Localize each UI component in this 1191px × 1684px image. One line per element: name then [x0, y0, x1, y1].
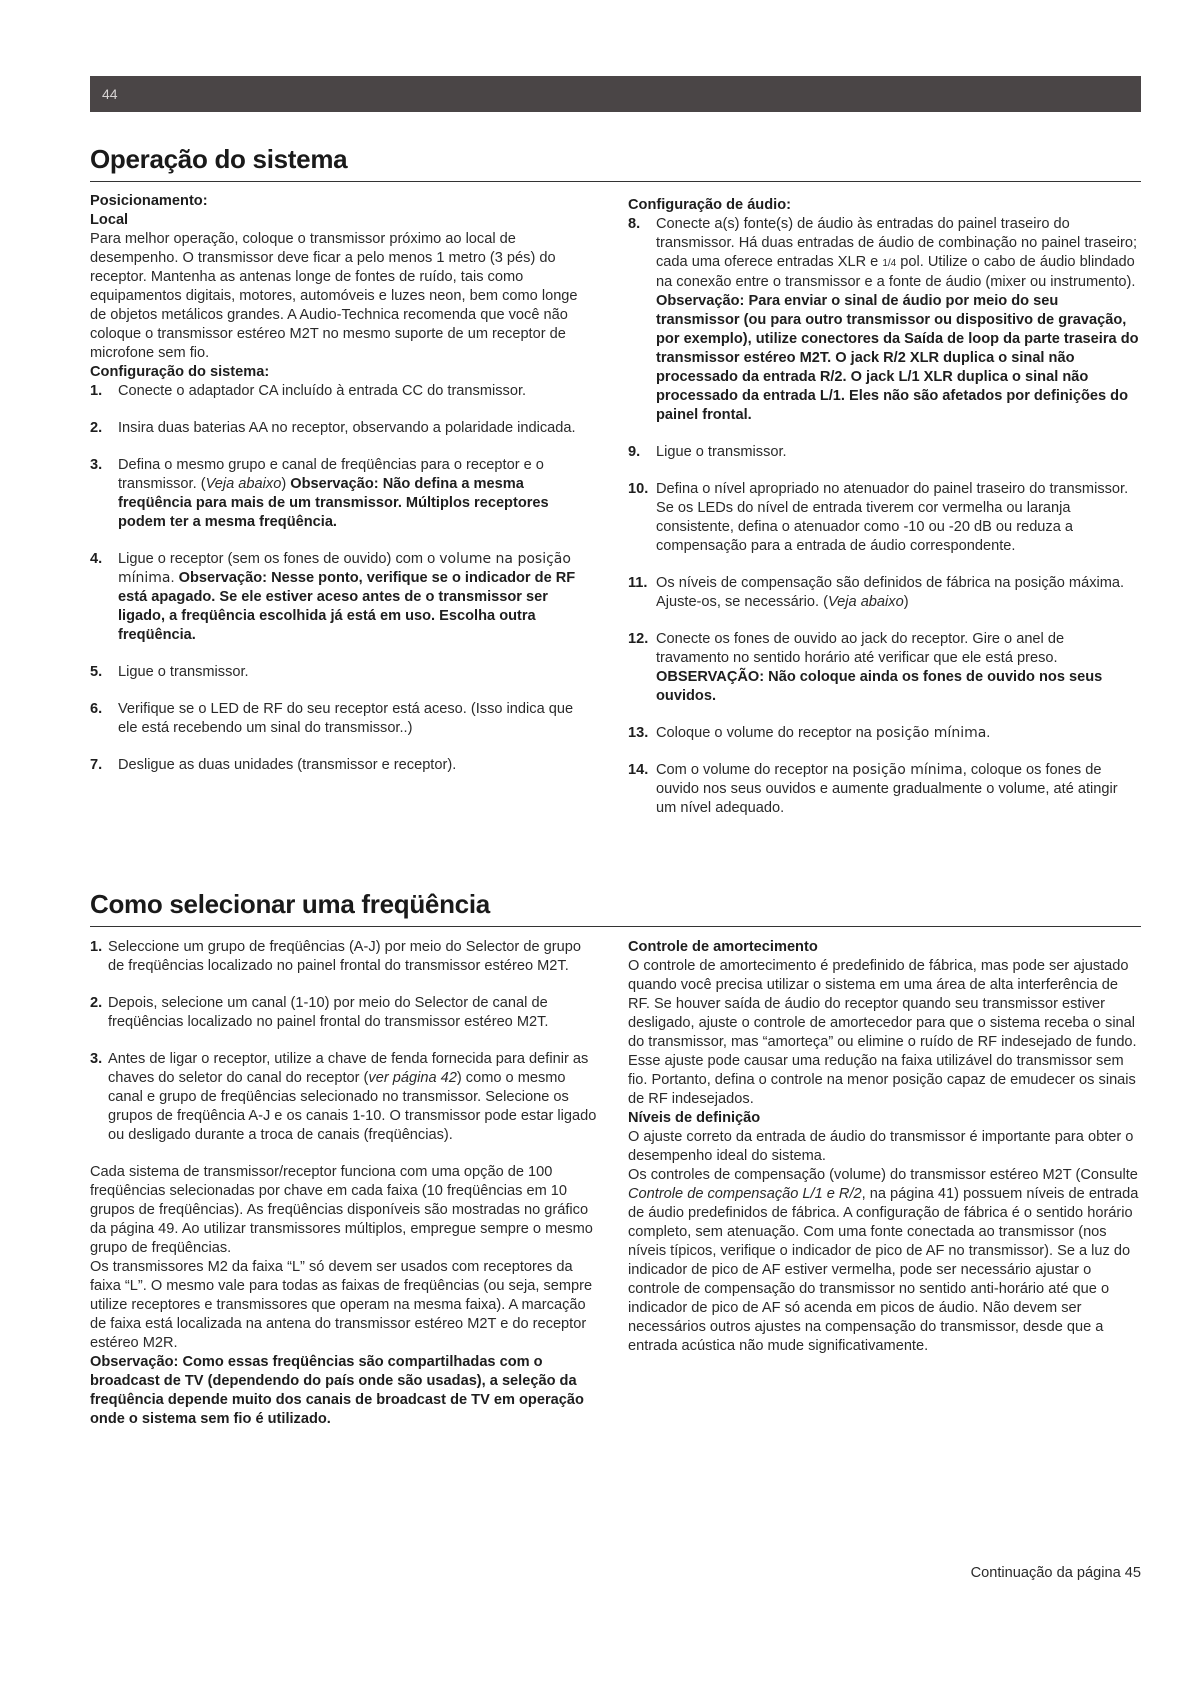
step-volume-label: posição mínima [852, 762, 963, 778]
step-number: 10. [628, 481, 649, 497]
step-text: Conecte os fones de ouvido ao jack do receptor. Gire o anel de travamento no sentido horário até verificar que ele está preso. [656, 631, 1065, 666]
step-text-2: ) [281, 476, 291, 492]
list-item [90, 419, 595, 438]
section-title-frequencia: Como selecionar uma freqüência [90, 889, 1141, 927]
local-heading: Local [90, 212, 129, 228]
section-title-operacao: Operação do sistema [90, 144, 1141, 182]
step-text: Depois, selecione um canal (1-10) por meio do Selector de canal de freqüências localizado no painel frontal do transmissor estéreo M2T. [108, 995, 549, 1030]
step-number: 2. [90, 995, 103, 1011]
section2-left-column [90, 938, 600, 1429]
step-text: Os níveis de compensação são definidos de fábrica na posição máxima. Ajuste-os, se necessário. ( [656, 575, 1125, 610]
step-volume-label: posição mínima [875, 725, 987, 741]
step-text-2: . [170, 570, 179, 586]
posicionamento-heading: Posicionamento: [90, 193, 208, 209]
step-fraction: 1/4 [882, 258, 897, 269]
step-text: Insira duas baterias AA no receptor, observando a polaridade indicada. [118, 420, 576, 436]
step-italic: Veja abaixo [827, 594, 904, 610]
list-item [628, 574, 1141, 612]
step-text: Defina o mesmo grupo e canal de freqüências para o receptor e o transmissor. ( [118, 457, 544, 492]
list-item [90, 1050, 600, 1145]
list-item [628, 480, 1141, 556]
section1-right-column [628, 196, 1141, 836]
step-text-2: ) [903, 594, 909, 610]
step-text: Verifique se o LED de RF do seu receptor está aceso. (Isso indica que ele está recebendo um sinal do transmissor..) [118, 701, 574, 736]
config-heading: Configuração do sistema: [90, 364, 270, 380]
squelch-heading: Controle de amortecimento [628, 939, 818, 955]
step-text: Conecte a(s) fonte(s) de áudio às entradas do painel traseiro do transmissor. Há duas entradas de áudio de combinação no painel traseiro; cada uma oferece entradas XLR e [656, 216, 1138, 270]
list-item [90, 700, 595, 738]
step-note: Observação: Para enviar o sinal de áudio por meio do seu transmissor (ou para outro transmissor ou dispositivo de gravação, por exemplo), utilize conectores da Saída de loop da parte traseira do transmissor estéreo M2T. O jack R/2 XLR duplica o sinal não processado da entrada R/2. O jack L/1 XLR duplica o sinal não processado da entrada L/1. Eles não são afetados por definições do painel frontal. [656, 293, 1139, 423]
trim-text-2: , na página 41) possuem níveis de entrada de áudio predefinidos de fábrica. A configuração de fábrica é o sentido horário completo, sem atenuação. Com uma fonte conectada ao transmissor (nos níveis típicos, verifique o indicador de pico de AF no transmissor). Se a luz do indicador de pico de AF estiver vermelha, pode ser necessário ajustar o controle de compensação do transmissor no sentido anti-horário até que o indicador de pico de AF só acenda em picos de áudio. Não devem ser necessários outros ajustes na compensação do transmissor, desde que a entrada acústica não mude significativamente. [628, 1186, 1139, 1354]
step-text: Ligue o transmissor. [656, 444, 787, 460]
step-text: Defina o nível apropriado no atenuador do painel traseiro do transmissor. Se os LEDs do nível de entrada tiverem cor vermelha ou laranja consistente, defina o atenuador como -10 ou -20 dB ou reduza a compensação para a entrada de áudio correspondente. [656, 481, 1129, 554]
audio-heading: Configuração de áudio: [628, 197, 791, 213]
continuation-note: Continuação da página 45 [970, 1565, 1141, 1581]
band-paragraph: Os transmissores M2 da faixa “L” só devem ser usados com receptores da faixa “L”. O mesmo vale para todas as faixas de freqüências (ou seja, sempre utilize receptores e transmissores que operam na mesma faixa). A marcação de faixa está localizada na antena do transmissor estéreo M2T e do receptor estéreo M2R. [90, 1259, 593, 1351]
step-text-2: . [986, 725, 991, 741]
list-item [628, 724, 1141, 743]
list-item [628, 443, 1141, 462]
step-number: 7. [90, 757, 103, 773]
trim-paragraph [628, 1166, 1141, 1356]
step-number: 5. [90, 664, 103, 680]
trim-italic-ref: Controle de compensação L/1 e R/2 [628, 1186, 862, 1202]
step-text-2: ) como o mesmo canal e grupo de freqüências selecionado no transmissor. Selecione os grupos de freqüência A-J e os canais 1-10. O transmissor pode estar ligado ou desligado durante a troca de canais (freqüências). [108, 1070, 597, 1143]
list-item [90, 456, 595, 532]
list-item [628, 630, 1141, 706]
tv-broadcast-note: Observação: Como essas freqüências são compartilhadas com o broadcast de TV (dependendo do país onde são usadas), a seleção da freqüência depende muito dos canais de broadcast de TV em operação onde o sistema sem fio é utilizado. [90, 1354, 584, 1427]
list-item [90, 550, 595, 645]
step-number: 8. [628, 216, 641, 232]
step-note: Observação: Não defina a mesma freqüência para mais de um transmissor. Múltiplos receptores podem ter a mesma freqüência. [118, 476, 549, 530]
step-number: 3. [90, 457, 103, 473]
step-number: 3. [90, 1051, 103, 1067]
local-paragraph: Para melhor operação, coloque o transmissor próximo ao local de desempenho. O transmissor deve ficar a pelo menos 1 metro (3 pés) do receptor. Mantenha as antenas longe de fontes de ruído, tais como equipamentos digitais, motores, automóveis e luzes neon, bem como longe de objetos metálicos grandes. A Audio-Technica recomenda que você não coloque o transmissor estéreo M2T no mesmo suporte de um receptor de microfone sem fio. [90, 231, 578, 361]
section1-left-column [90, 192, 595, 793]
list-item [90, 756, 595, 775]
step-number: 9. [628, 444, 641, 460]
list-item [90, 663, 595, 682]
step-number: 13. [628, 725, 649, 741]
levels-heading: Níveis de definição [628, 1110, 761, 1126]
step-note: Observação: Nesse ponto, verifique se o indicador de RF está apagado. Se ele estiver aceso antes de o transmissor ser ligado, a freqüência escolhida já está em uso. Escolha outra freqüência. [118, 570, 576, 643]
list-item [90, 382, 595, 401]
step-text: Com o volume do receptor na [656, 762, 853, 778]
step-note: OBSERVAÇÃO: Não coloque ainda os fones de ouvido nos seus ouvidos. [656, 669, 1103, 704]
step-text-2: , coloque os fones de ouvido nos seus ouvidos e aumente gradualmente o volume, até atingir um nível adequado. [656, 762, 1118, 816]
section2-right-column [628, 938, 1141, 1356]
squelch-paragraph: O controle de amortecimento é predefinido de fábrica, mas pode ser ajustado quando você precisa utilizar o sistema em uma área de alta interferência de RF. Se houver saída de áudio do receptor quando seu transmissor estiver desligado, ajuste o controle de amortecedor para que o sistema receba o sinal do transmissor, mas “amorteça” ou elimine o ruído de RF indesejado de fundo. Esse ajuste pode causar uma redução na faixa utilizável do transmissor sem fio. Portanto, defina o controle na menor posição capaz de emudecer os sinais de RF indesejados. [628, 958, 1137, 1107]
step-text: Conecte o adaptador CA incluído à entrada CC do transmissor. [118, 383, 527, 399]
trim-text-1: Os controles de compensação (volume) do transmissor estéreo M2T (Consulte [628, 1167, 1138, 1183]
list-item [90, 994, 600, 1032]
step-text: Coloque o volume do receptor na [656, 725, 876, 741]
step-number: 1. [90, 939, 103, 955]
step-volume-label: volume na posição mínima [118, 551, 571, 586]
frequency-options-paragraph: Cada sistema de transmissor/receptor funciona com uma opção de 100 freqüências selecionadas por chave em cada faixa (10 freqüências em 10 grupos de freqüências). As freqüências disponíveis são mostradas no gráfico da página 49. Ao utilizar transmissores múltiplos, empregue sempre o mesmo grupo de freqüências. [90, 1164, 593, 1256]
step-text: Seleccione um grupo de freqüências (A-J) por meio do Selector de grupo de freqüências localizado no painel frontal do transmissor estéreo M2T. [108, 939, 581, 974]
step-number: 11. [628, 575, 648, 591]
step-number: 2. [90, 420, 103, 436]
list-item [90, 938, 600, 976]
step-number: 4. [90, 551, 103, 567]
list-item [628, 215, 1141, 425]
step-text: Ligue o receptor (sem os fones de ouvido) com o [118, 551, 440, 567]
step-italic: Veja abaixo [205, 476, 282, 492]
step-text: Antes de ligar o receptor, utilize a chave de fenda fornecida para definir as chaves do seletor do canal do receptor ( [108, 1051, 589, 1086]
step-text: Desligue as duas unidades (transmissor e receptor). [118, 757, 457, 773]
step-number: 12. [628, 631, 649, 647]
step-text-2: pol. Utilize o cabo de áudio blindado na conexão entre o transmissor e a fonte de áudio (mixer ou instrumento). [656, 254, 1136, 290]
levels-paragraph: O ajuste correto da entrada de áudio do transmissor é importante para obter o desempenho ideal do sistema. [628, 1129, 1134, 1164]
step-number: 14. [628, 762, 649, 778]
list-item [628, 761, 1141, 818]
step-number: 1. [90, 383, 103, 399]
page-header-bar [90, 76, 1141, 112]
page-number: 44 [102, 86, 118, 102]
step-number: 6. [90, 701, 103, 717]
step-italic: ver página 42 [368, 1070, 457, 1086]
step-text: Ligue o transmissor. [118, 664, 249, 680]
